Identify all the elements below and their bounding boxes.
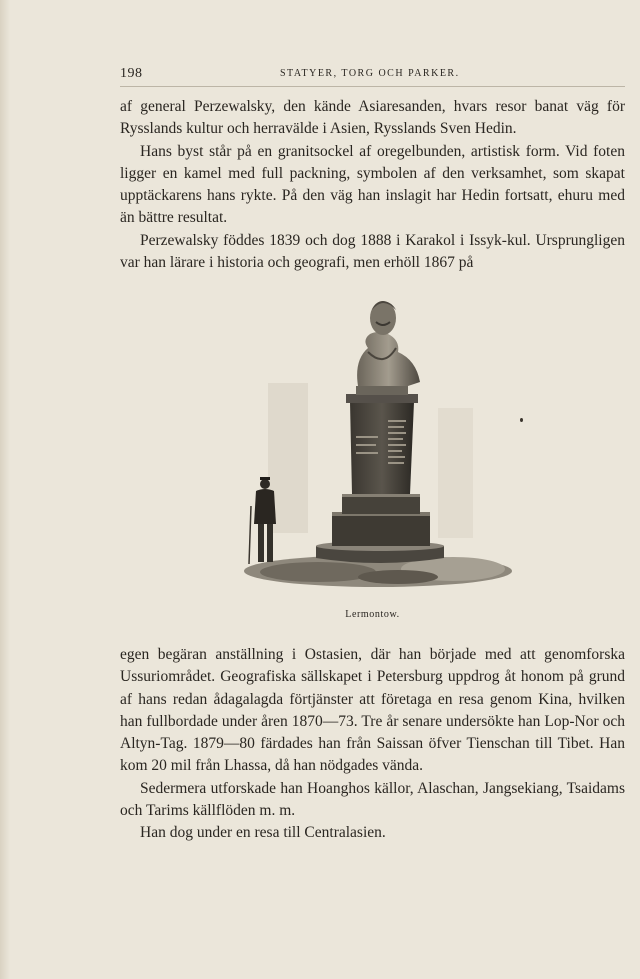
running-title: STATYER, TORG OCH PARKER.: [280, 68, 460, 79]
shrub: [358, 570, 438, 584]
header-rule: [120, 86, 625, 87]
granite-plinth: [350, 402, 414, 494]
man-head: [260, 479, 270, 489]
paragraph: Han dog under en resa till Centralasien.: [140, 824, 386, 842]
man-cane: [249, 506, 251, 564]
print-speck: [520, 418, 523, 422]
shrub: [260, 562, 376, 582]
man-coat: [254, 489, 276, 524]
lower-text-block: [120, 644, 625, 845]
figure-caption: Lermontow.: [345, 609, 400, 620]
paragraph: Hans byst står på en granitsockel af oregelbunden, artistisk form. Vid foten ligger en kamel med full packning, symbolen af den verksamhet, som skapat upptäckarens hans rykte. På den väg han inslagit har Hedin fortsatt, ehuru med än bättre resultat.: [120, 142, 625, 227]
step-edge: [342, 494, 420, 497]
background-building: [438, 408, 473, 538]
plinth-cornice: [346, 394, 418, 403]
page-edge-shadow: [0, 0, 10, 979]
man-leg: [267, 524, 273, 562]
monument-illustration: [238, 288, 518, 588]
monument-step-lower: [332, 512, 430, 546]
paragraph: egen begäran anställning i Ostasien, där han började med att genomforska Ussuriområdet. Geografiska sällskapet i Petersburg uppdrog åt honom på grund af hans redan ådagalagda förtjänster att företaga en resa genom Kina, hvilken han fullbordade under åren 1870—73. Tre år senare undersökte han Lop-Nor och Altyn-Tag. 1879—80 färdades han från Saissan öfver Tienschan till Tibet. Han kom 20 mil från Lhassa, då han nödgades vända.: [120, 646, 625, 775]
monument-photo: [238, 288, 518, 588]
paragraph: af general Perzewalsky, den kände Asiaresanden, hvars resor banat väg för Rysslands kultur och herravälde i Asien, Rysslands Sven Hedin.: [120, 98, 625, 138]
bust-drapery: [357, 332, 420, 386]
bust-pedestal: [356, 386, 408, 395]
man-cap: [260, 477, 270, 480]
paragraph: Perzewalsky föddes 1839 och dog 1888 i Karakol i Issyk-kul. Ursprungligen var han lärare i historia och geografi, men erhöll 1867 på: [120, 231, 625, 272]
page-header: [120, 66, 620, 86]
paragraph: Sedermera utforskade han Hoanghos källor, Alaschan, Jangsekiang, Tsaidams och Tarims källflöden m. m.: [120, 779, 625, 820]
page-number: 198: [120, 66, 143, 81]
upper-text-block: [120, 96, 625, 274]
man-leg: [258, 524, 264, 562]
